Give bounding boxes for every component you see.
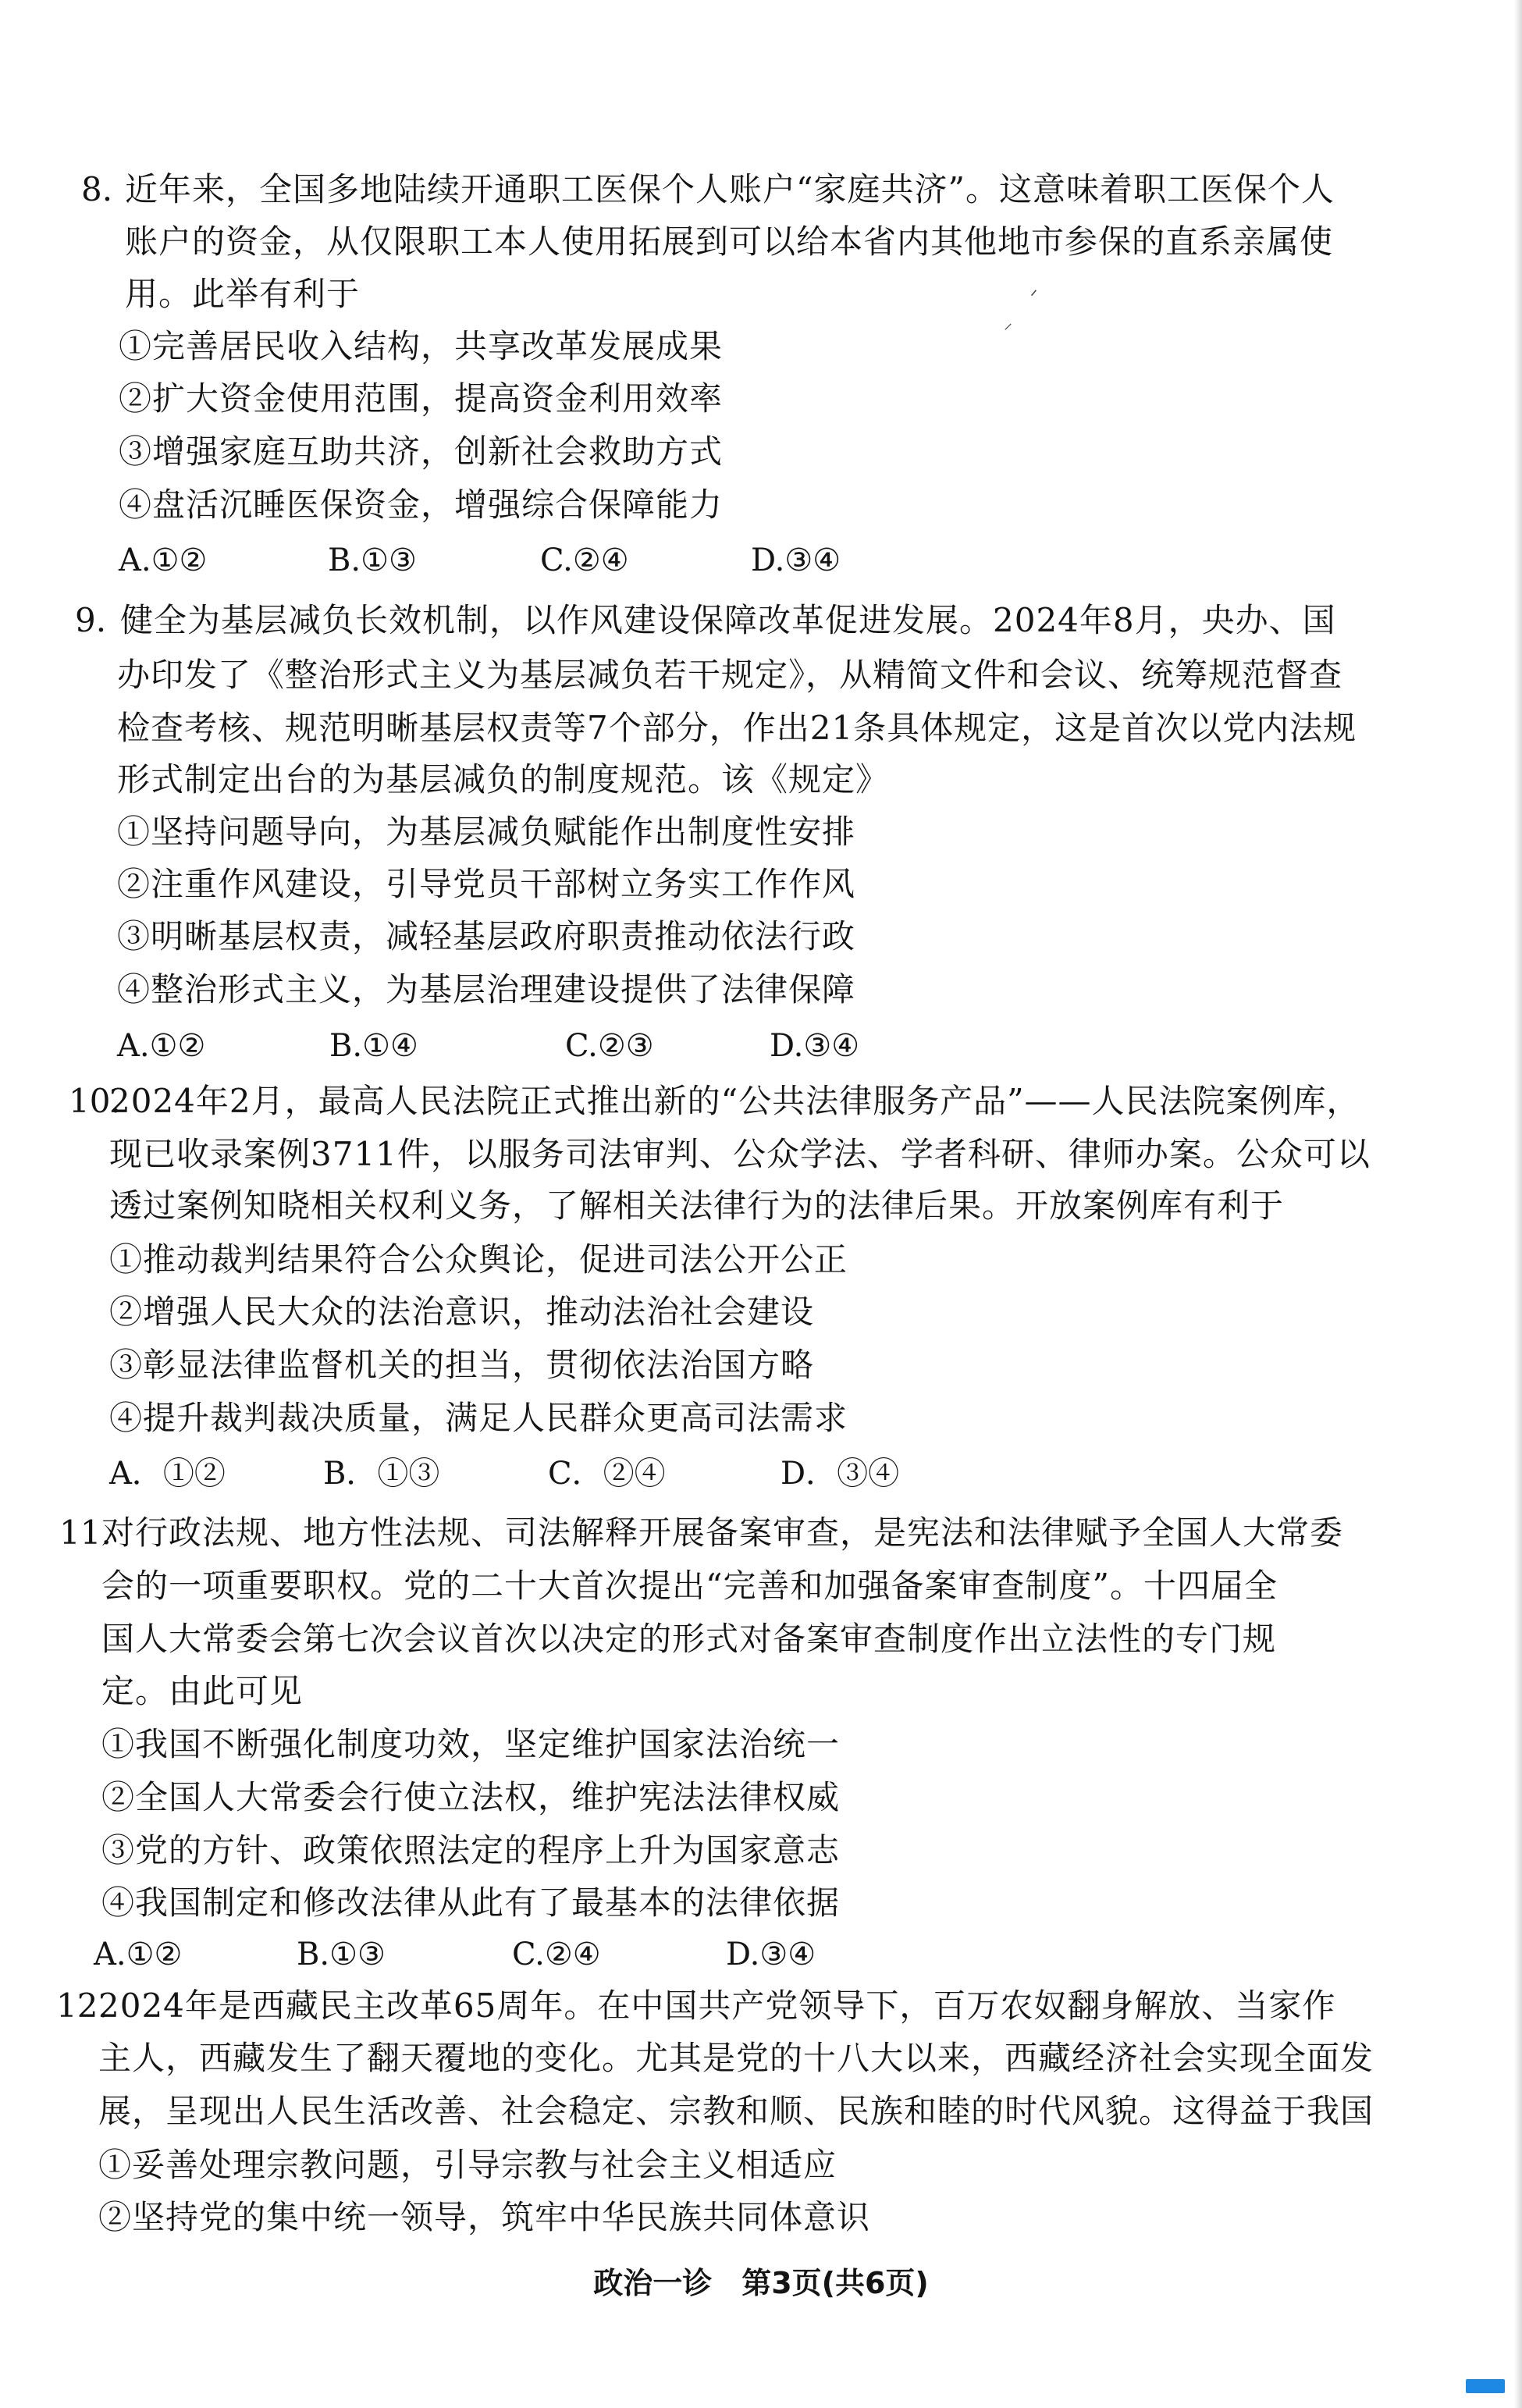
option-line: ①完善居民收入结构，共享改革发展成果 xyxy=(119,327,724,365)
scan-edge-shadow xyxy=(1514,0,1522,2408)
answer-choice-b: B.①③ xyxy=(297,1937,386,1972)
question-stem-line: 定。由此可见 xyxy=(101,1672,304,1710)
answer-choice-d: D.③④ xyxy=(751,542,841,578)
question-stem-line: 检查考核、规范明晰基层权责等7个部分，作出21条具体规定，这是首次以党内法规 xyxy=(117,709,1357,747)
question-number: 10. xyxy=(69,1082,121,1120)
question-stem-line: 健全为基层减负长效机制，以作风建设保障改革促进发展。2024年8月，央办、国 xyxy=(120,601,1336,639)
question-stem-line: 主人，西藏发生了翻天覆地的变化。尤其是党的十八大以来，西藏经济社会实现全面发 xyxy=(98,2039,1374,2077)
question-stem-line: 现已收录案例3711件，以服务司法审判、公众学法、学者科研、律师办案。公众可以 xyxy=(109,1135,1371,1173)
question-stem-line: 2024年是西藏民主改革65周年。在中国共产党领导下，百万农奴翻身解放、当家作 xyxy=(98,1987,1336,2025)
answer-choice-c: C.②④ xyxy=(540,542,629,578)
answer-choice-d: D．③④ xyxy=(781,1456,900,1492)
question-stem-line: 办印发了《整治形式主义为基层减负若干规定》，从精简文件和会议、统筹规范督查 xyxy=(117,656,1343,694)
option-line: ④盘活沉睡医保资金，增强综合保障能力 xyxy=(119,486,724,524)
answer-choice-d: D.③④ xyxy=(726,1937,816,1972)
answer-choice-a: A.①② xyxy=(117,1028,206,1064)
answer-choice-b: B.①③ xyxy=(328,542,417,578)
question-number: 9. xyxy=(75,601,107,639)
answer-choice-d: D.③④ xyxy=(770,1028,860,1064)
question-stem-line: 形式制定出台的为基层减负的制度规范。该《规定》 xyxy=(117,760,890,799)
corner-tab-marker xyxy=(1466,2379,1505,2393)
option-line: ②全国人大常委会行使立法权，维护宪法法律权威 xyxy=(101,1778,841,1816)
page-footer: 政治一诊 第3页(共6页) xyxy=(593,2266,929,2300)
answer-choice-a: A．①② xyxy=(109,1456,226,1492)
question-number: 11. xyxy=(59,1513,112,1552)
question-stem-line: 会的一项重要职权。党的二十大首次提出“完善和加强备案审查制度”。十四届全 xyxy=(101,1567,1278,1605)
question-stem-line: 近年来，全国多地陆续开通职工医保个人账户“家庭共济”。这意味着职工医保个人 xyxy=(125,170,1335,208)
option-line: ④我国制定和修改法律从此有了最基本的法律依据 xyxy=(101,1883,841,1922)
answer-choice-a: A.①② xyxy=(119,542,208,578)
option-line: ④整治形式主义，为基层治理建设提供了法律保障 xyxy=(117,970,856,1008)
option-line: ③彰显法律监督机关的担当，贯彻依法治国方略 xyxy=(109,1346,815,1384)
option-line: ①坚持问题导向，为基层减负赋能作出制度性安排 xyxy=(117,813,856,851)
option-line: ④提升裁判裁决质量，满足人民群众更高司法需求 xyxy=(109,1399,848,1437)
question-number: 12. xyxy=(56,1987,108,2025)
option-line: ②坚持党的集中统一领导，筑牢中华民族共同体意识 xyxy=(98,2198,871,2236)
option-line: ①推动裁判结果符合公众舆论，促进司法公开公正 xyxy=(109,1240,848,1279)
answer-choice-a: A.①② xyxy=(94,1937,183,1972)
option-line: ②增强人民大众的法治意识，推动法治社会建设 xyxy=(109,1293,815,1331)
answer-choice-c: C.②③ xyxy=(565,1028,654,1064)
option-line: ③党的方针、政策依照法定的程序上升为国家意志 xyxy=(101,1831,841,1869)
option-line: ①我国不断强化制度功效，坚定维护国家法治统一 xyxy=(101,1725,841,1763)
question-number: 8. xyxy=(81,170,113,208)
option-line: ②扩大资金使用范围，提高资金利用效率 xyxy=(119,379,724,418)
option-line: ③增强家庭互助共济，创新社会救助方式 xyxy=(119,432,724,471)
question-stem-line: 账户的资金，从仅限职工本人使用拓展到可以给本省内其他地市参保的直系亲属使 xyxy=(125,222,1334,261)
question-stem-line: 用。此举有利于 xyxy=(125,275,361,313)
question-stem-line: 2024年2月，最高人民法院正式推出新的“公共法律服务产品”——人民法院案例库， xyxy=(109,1082,1360,1120)
question-stem-line: 透过案例知晓相关权利义务，了解相关法律行为的法律后果。开放案例库有利于 xyxy=(109,1186,1285,1225)
scan-speck: ⸝ xyxy=(1004,314,1013,333)
question-stem-line: 展，呈现出人民生活改善、社会稳定、宗教和顺、民族和睦的时代风貌。这得益于我国 xyxy=(98,2092,1374,2130)
question-stem-line: 对行政法规、地方性法规、司法解释开展备案审查，是宪法和法律赋予全国人大常委 xyxy=(101,1513,1344,1552)
question-stem-line: 国人大常委会第七次会议首次以决定的形式对备案审查制度作出立法性的专门规 xyxy=(101,1620,1277,1658)
answer-choice-c: C.②④ xyxy=(512,1937,601,1972)
scan-speck: ᐟ xyxy=(1030,287,1038,307)
option-line: ②注重作风建设，引导党员干部树立务实工作作风 xyxy=(117,865,856,903)
answer-choice-b: B.①④ xyxy=(329,1028,418,1064)
answer-choice-c: C．②④ xyxy=(548,1456,666,1492)
option-line: ①妥善处理宗教问题，引导宗教与社会主义相适应 xyxy=(98,2146,837,2184)
answer-choice-b: B．①③ xyxy=(323,1456,440,1492)
option-line: ③明晰基层权责，减轻基层政府职责推动依法行政 xyxy=(117,917,856,955)
